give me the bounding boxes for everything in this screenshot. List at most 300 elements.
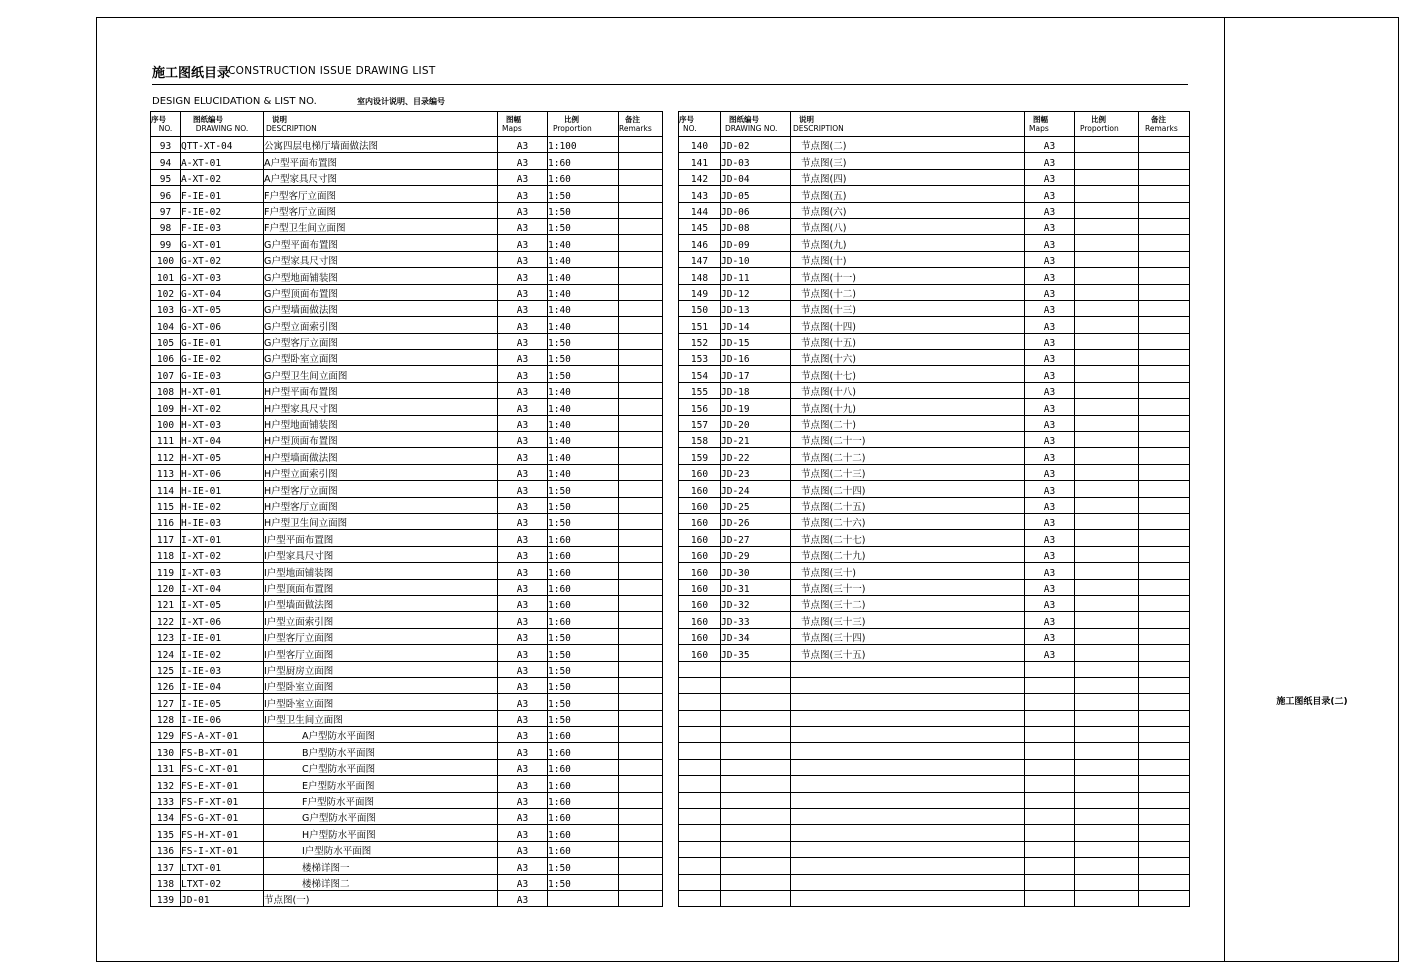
row-drawing-no: I-XT-05: [181, 595, 264, 611]
row-map-size: A3: [498, 317, 548, 333]
empty-cell: [791, 776, 1025, 792]
empty-cell: [679, 743, 721, 759]
row-number: 149: [679, 284, 721, 300]
row-map-size: A3: [498, 399, 548, 415]
row-proportion: 1:60: [548, 579, 619, 595]
empty-table-row: [679, 710, 1190, 726]
row-proportion: 1:40: [548, 464, 619, 480]
row-proportion: 1:50: [548, 628, 619, 644]
row-description: H户型平面布置图: [264, 382, 498, 398]
row-description: 节点图(四): [791, 169, 1025, 185]
row-remarks: [619, 841, 663, 857]
row-map-size: A3: [498, 841, 548, 857]
empty-cell: [791, 841, 1025, 857]
row-remarks: [619, 595, 663, 611]
table-row: [151, 153, 663, 169]
row-description: 节点图(十一): [791, 268, 1025, 284]
table-row: [679, 563, 1190, 579]
empty-cell: [1075, 841, 1139, 857]
table-row: [151, 890, 663, 906]
empty-cell: [1139, 874, 1190, 890]
row-map-size: A3: [498, 874, 548, 890]
row-proportion: 1:60: [548, 727, 619, 743]
row-proportion: 1:50: [548, 481, 619, 497]
row-map-size: A3: [1025, 137, 1075, 153]
row-drawing-no: JD-24: [721, 481, 791, 497]
row-drawing-no: F-IE-03: [181, 218, 264, 234]
row-description: 节点图(十七): [791, 366, 1025, 382]
row-remarks: [1139, 579, 1190, 595]
row-drawing-no: I-IE-04: [181, 677, 264, 693]
row-proportion: 1:60: [548, 759, 619, 775]
row-number: 146: [679, 235, 721, 251]
row-description: G户型卧室立面图: [264, 350, 498, 366]
empty-cell: [1139, 858, 1190, 874]
row-proportion: 1:50: [548, 202, 619, 218]
empty-cell: [1139, 825, 1190, 841]
empty-cell: [1075, 677, 1139, 693]
table-row: [679, 268, 1190, 284]
row-drawing-no: JD-26: [721, 513, 791, 529]
row-number: 93: [151, 137, 181, 153]
row-map-size: A3: [498, 268, 548, 284]
table-row: [151, 694, 663, 710]
row-map-size: A3: [1025, 202, 1075, 218]
table-row: [679, 513, 1190, 529]
row-remarks: [1139, 235, 1190, 251]
row-drawing-no: H-XT-03: [181, 415, 264, 431]
row-map-size: A3: [1025, 563, 1075, 579]
row-drawing-no: H-XT-06: [181, 464, 264, 480]
empty-cell: [791, 792, 1025, 808]
row-map-size: A3: [498, 284, 548, 300]
row-map-size: A3: [1025, 530, 1075, 546]
row-drawing-no: I-XT-01: [181, 530, 264, 546]
row-map-size: A3: [1025, 399, 1075, 415]
row-proportion: 1:50: [548, 186, 619, 202]
row-remarks: [619, 464, 663, 480]
table-row: [679, 251, 1190, 267]
empty-cell: [1025, 858, 1075, 874]
row-number: 111: [151, 432, 181, 448]
row-proportion: [1075, 366, 1139, 382]
row-drawing-no: JD-18: [721, 382, 791, 398]
row-drawing-no: G-XT-06: [181, 317, 264, 333]
row-number: 125: [151, 661, 181, 677]
row-description: G户型平面布置图: [264, 235, 498, 251]
empty-table-row: [679, 661, 1190, 677]
row-drawing-no: LTXT-02: [181, 874, 264, 890]
empty-cell: [721, 841, 791, 857]
row-map-size: A3: [1025, 218, 1075, 234]
row-number: 160: [679, 612, 721, 628]
row-map-size: A3: [1025, 645, 1075, 661]
drawing-list-title: [152, 60, 1188, 85]
row-map-size: A3: [1025, 333, 1075, 349]
row-remarks: [619, 268, 663, 284]
row-description: I户型地面铺装图: [264, 563, 498, 579]
header-no: 序号 NO.: [151, 112, 181, 137]
row-drawing-no: JD-04: [721, 169, 791, 185]
empty-cell: [1139, 890, 1190, 906]
row-number: 124: [151, 645, 181, 661]
row-proportion: 1:50: [548, 710, 619, 726]
row-description: 节点图(十八): [791, 382, 1025, 398]
row-remarks: [619, 350, 663, 366]
row-description: 节点图(二十三): [791, 464, 1025, 480]
row-drawing-no: JD-03: [721, 153, 791, 169]
row-remarks: [619, 333, 663, 349]
row-number: 131: [151, 759, 181, 775]
row-proportion: [1075, 628, 1139, 644]
row-proportion: [1075, 513, 1139, 529]
table-row: [151, 579, 663, 595]
empty-cell: [1025, 694, 1075, 710]
row-description: G户型地面铺装图: [264, 268, 498, 284]
table-row: [151, 464, 663, 480]
row-number: 120: [151, 579, 181, 595]
table-row: [151, 399, 663, 415]
row-map-size: A3: [498, 333, 548, 349]
row-proportion: 1:40: [548, 448, 619, 464]
table-row: [679, 317, 1190, 333]
row-drawing-no: G-XT-01: [181, 235, 264, 251]
empty-cell: [1075, 727, 1139, 743]
row-drawing-no: FS-E-XT-01: [181, 776, 264, 792]
header-description: 说明 DESCRIPTION: [264, 112, 498, 137]
table-row: [679, 153, 1190, 169]
row-remarks: [1139, 169, 1190, 185]
row-drawing-no: I-IE-06: [181, 710, 264, 726]
row-description: 节点图(二十九): [791, 546, 1025, 562]
table-row: [151, 218, 663, 234]
row-proportion: [1075, 350, 1139, 366]
empty-cell: [679, 710, 721, 726]
row-remarks: [1139, 284, 1190, 300]
row-description: F户型客厅立面图: [264, 202, 498, 218]
row-proportion: 1:60: [548, 792, 619, 808]
row-drawing-no: FS-I-XT-01: [181, 841, 264, 857]
row-description: I户型平面布置图: [264, 530, 498, 546]
row-proportion: 1:60: [548, 546, 619, 562]
table-row: [151, 448, 663, 464]
row-remarks: [619, 661, 663, 677]
empty-cell: [679, 776, 721, 792]
row-drawing-no: JD-23: [721, 464, 791, 480]
table-row: [151, 628, 663, 644]
row-remarks: [619, 284, 663, 300]
row-description: F户型卫生间立面图: [264, 218, 498, 234]
row-proportion: [548, 890, 619, 906]
row-proportion: 1:40: [548, 284, 619, 300]
table-row: [151, 595, 663, 611]
row-remarks: [619, 546, 663, 562]
row-number: 138: [151, 874, 181, 890]
empty-cell: [791, 825, 1025, 841]
row-number: 122: [151, 612, 181, 628]
row-proportion: [1075, 448, 1139, 464]
row-remarks: [1139, 268, 1190, 284]
row-remarks: [1139, 628, 1190, 644]
table-row: [151, 563, 663, 579]
row-proportion: 1:60: [548, 595, 619, 611]
row-number: 137: [151, 858, 181, 874]
row-proportion: 1:60: [548, 153, 619, 169]
row-drawing-no: JD-13: [721, 300, 791, 316]
row-number: 102: [151, 284, 181, 300]
row-remarks: [1139, 350, 1190, 366]
title-english: CONSTRUCTION ISSUE DRAWING LIST: [228, 65, 436, 77]
row-drawing-no: JD-17: [721, 366, 791, 382]
row-number: 160: [679, 645, 721, 661]
row-description: B户型防水平面图: [264, 743, 498, 759]
row-map-size: A3: [498, 677, 548, 693]
row-number: 97: [151, 202, 181, 218]
row-remarks: [619, 415, 663, 431]
row-remarks: [619, 317, 663, 333]
row-drawing-no: G-XT-02: [181, 251, 264, 267]
row-number: 151: [679, 317, 721, 333]
table-row: [679, 481, 1190, 497]
row-description: F户型防水平面图: [264, 792, 498, 808]
empty-cell: [1075, 825, 1139, 841]
table-row: [679, 333, 1190, 349]
empty-cell: [721, 874, 791, 890]
empty-cell: [791, 858, 1025, 874]
row-description: 节点图(二十六): [791, 513, 1025, 529]
row-remarks: [619, 628, 663, 644]
row-remarks: [1139, 595, 1190, 611]
row-remarks: [1139, 513, 1190, 529]
row-description: 楼梯详图一: [264, 858, 498, 874]
empty-cell: [1025, 776, 1075, 792]
row-description: I户型顶面布置图: [264, 579, 498, 595]
empty-cell: [721, 809, 791, 825]
row-number: 116: [151, 513, 181, 529]
row-proportion: 1:40: [548, 268, 619, 284]
row-number: 118: [151, 546, 181, 562]
row-number: 160: [679, 497, 721, 513]
row-remarks: [619, 579, 663, 595]
empty-cell: [679, 694, 721, 710]
empty-cell: [1075, 661, 1139, 677]
row-number: 145: [679, 218, 721, 234]
empty-cell: [791, 661, 1025, 677]
table-row: [679, 595, 1190, 611]
row-remarks: [619, 448, 663, 464]
row-map-size: A3: [498, 300, 548, 316]
row-number: 103: [151, 300, 181, 316]
row-number: 144: [679, 202, 721, 218]
row-proportion: [1075, 317, 1139, 333]
row-remarks: [1139, 645, 1190, 661]
row-description: G户型家具尺寸图: [264, 251, 498, 267]
empty-cell: [1139, 759, 1190, 775]
table-row: [679, 382, 1190, 398]
row-map-size: A3: [1025, 300, 1075, 316]
row-drawing-no: G-XT-03: [181, 268, 264, 284]
table-row: [679, 350, 1190, 366]
row-number: 143: [679, 186, 721, 202]
row-map-size: A3: [498, 694, 548, 710]
empty-cell: [1025, 890, 1075, 906]
row-proportion: [1075, 169, 1139, 185]
header-remarks: 备注 Remarks: [1139, 112, 1190, 137]
empty-cell: [791, 759, 1025, 775]
row-drawing-no: H-XT-01: [181, 382, 264, 398]
empty-cell: [721, 792, 791, 808]
row-map-size: A3: [1025, 284, 1075, 300]
row-description: 节点图(十九): [791, 399, 1025, 415]
empty-cell: [721, 743, 791, 759]
empty-cell: [1075, 710, 1139, 726]
row-number: 96: [151, 186, 181, 202]
table-row: [151, 727, 663, 743]
table-row: [151, 792, 663, 808]
row-drawing-no: JD-10: [721, 251, 791, 267]
row-map-size: A3: [498, 563, 548, 579]
row-number: 106: [151, 350, 181, 366]
row-drawing-no: JD-35: [721, 645, 791, 661]
row-number: 160: [679, 481, 721, 497]
row-proportion: 1:50: [548, 661, 619, 677]
empty-table-row: [679, 792, 1190, 808]
table-row: [151, 169, 663, 185]
row-remarks: [619, 677, 663, 693]
row-proportion: 1:60: [548, 530, 619, 546]
row-remarks: [619, 645, 663, 661]
row-proportion: 1:40: [548, 399, 619, 415]
row-drawing-no: FS-G-XT-01: [181, 809, 264, 825]
row-number: 130: [151, 743, 181, 759]
empty-cell: [1025, 710, 1075, 726]
row-number: 121: [151, 595, 181, 611]
header-maps: 图幅 Maps: [498, 112, 548, 137]
empty-table-row: [679, 890, 1190, 906]
table-row: [151, 382, 663, 398]
row-drawing-no: JD-30: [721, 563, 791, 579]
row-description: 节点图(三十): [791, 563, 1025, 579]
row-drawing-no: JD-06: [721, 202, 791, 218]
row-remarks: [619, 186, 663, 202]
empty-cell: [1025, 825, 1075, 841]
row-map-size: A3: [498, 153, 548, 169]
empty-cell: [1025, 874, 1075, 890]
row-number: 128: [151, 710, 181, 726]
row-number: 115: [151, 497, 181, 513]
table-row: [151, 186, 663, 202]
table-row: [679, 366, 1190, 382]
row-description: G户型顶面布置图: [264, 284, 498, 300]
row-number: 156: [679, 399, 721, 415]
table-row: [151, 710, 663, 726]
row-proportion: 1:60: [548, 563, 619, 579]
row-remarks: [619, 694, 663, 710]
row-map-size: A3: [498, 792, 548, 808]
row-proportion: [1075, 268, 1139, 284]
row-map-size: A3: [498, 235, 548, 251]
row-description: G户型立面索引图: [264, 317, 498, 333]
subtitle-chinese: 室内设计说明、目录编号: [357, 97, 445, 106]
row-map-size: A3: [1025, 366, 1075, 382]
empty-cell: [1075, 890, 1139, 906]
row-number: 101: [151, 268, 181, 284]
header-drawing-no: 图纸编号 DRAWING NO.: [721, 112, 791, 137]
row-remarks: [1139, 186, 1190, 202]
empty-cell: [721, 710, 791, 726]
row-description: C户型防水平面图: [264, 759, 498, 775]
row-number: 113: [151, 464, 181, 480]
row-proportion: [1075, 595, 1139, 611]
row-map-size: A3: [1025, 612, 1075, 628]
row-proportion: 1:50: [548, 350, 619, 366]
header-proportion: 比例 Proportion: [548, 112, 619, 137]
row-map-size: A3: [498, 382, 548, 398]
table-row: [151, 415, 663, 431]
row-proportion: 1:60: [548, 825, 619, 841]
row-drawing-no: JD-34: [721, 628, 791, 644]
row-number: 159: [679, 448, 721, 464]
row-drawing-no: FS-C-XT-01: [181, 759, 264, 775]
table-row: [679, 399, 1190, 415]
row-description: 节点图(九): [791, 235, 1025, 251]
row-description: 节点图(十二): [791, 284, 1025, 300]
row-number: 105: [151, 333, 181, 349]
row-drawing-no: H-XT-04: [181, 432, 264, 448]
table-row: [151, 743, 663, 759]
row-number: 148: [679, 268, 721, 284]
row-description: 节点图(三十四): [791, 628, 1025, 644]
row-proportion: 1:50: [548, 874, 619, 890]
table-row: [679, 464, 1190, 480]
empty-table-row: [679, 727, 1190, 743]
row-proportion: 1:60: [548, 743, 619, 759]
row-remarks: [619, 792, 663, 808]
row-remarks: [1139, 366, 1190, 382]
table-row: [151, 251, 663, 267]
row-proportion: [1075, 186, 1139, 202]
row-number: 136: [151, 841, 181, 857]
row-drawing-no: I-IE-02: [181, 645, 264, 661]
row-map-size: A3: [498, 464, 548, 480]
row-map-size: A3: [498, 137, 548, 153]
row-number: 160: [679, 464, 721, 480]
row-drawing-no: G-IE-01: [181, 333, 264, 349]
row-drawing-no: H-XT-02: [181, 399, 264, 415]
empty-cell: [1139, 661, 1190, 677]
row-map-size: A3: [1025, 186, 1075, 202]
row-description: 节点图(三): [791, 153, 1025, 169]
row-proportion: [1075, 300, 1139, 316]
row-proportion: 1:50: [548, 513, 619, 529]
empty-table-row: [679, 759, 1190, 775]
row-description: 节点图(二): [791, 137, 1025, 153]
table-row: [151, 759, 663, 775]
row-drawing-no: JD-14: [721, 317, 791, 333]
row-proportion: 1:40: [548, 432, 619, 448]
row-remarks: [1139, 464, 1190, 480]
row-map-size: A3: [498, 497, 548, 513]
table-row: [679, 497, 1190, 513]
row-map-size: A3: [498, 645, 548, 661]
row-proportion: 1:40: [548, 251, 619, 267]
row-description: H户型立面索引图: [264, 464, 498, 480]
row-remarks: [1139, 415, 1190, 431]
row-description: H户型地面铺装图: [264, 415, 498, 431]
table-row: [151, 300, 663, 316]
row-number: 123: [151, 628, 181, 644]
row-map-size: A3: [498, 743, 548, 759]
